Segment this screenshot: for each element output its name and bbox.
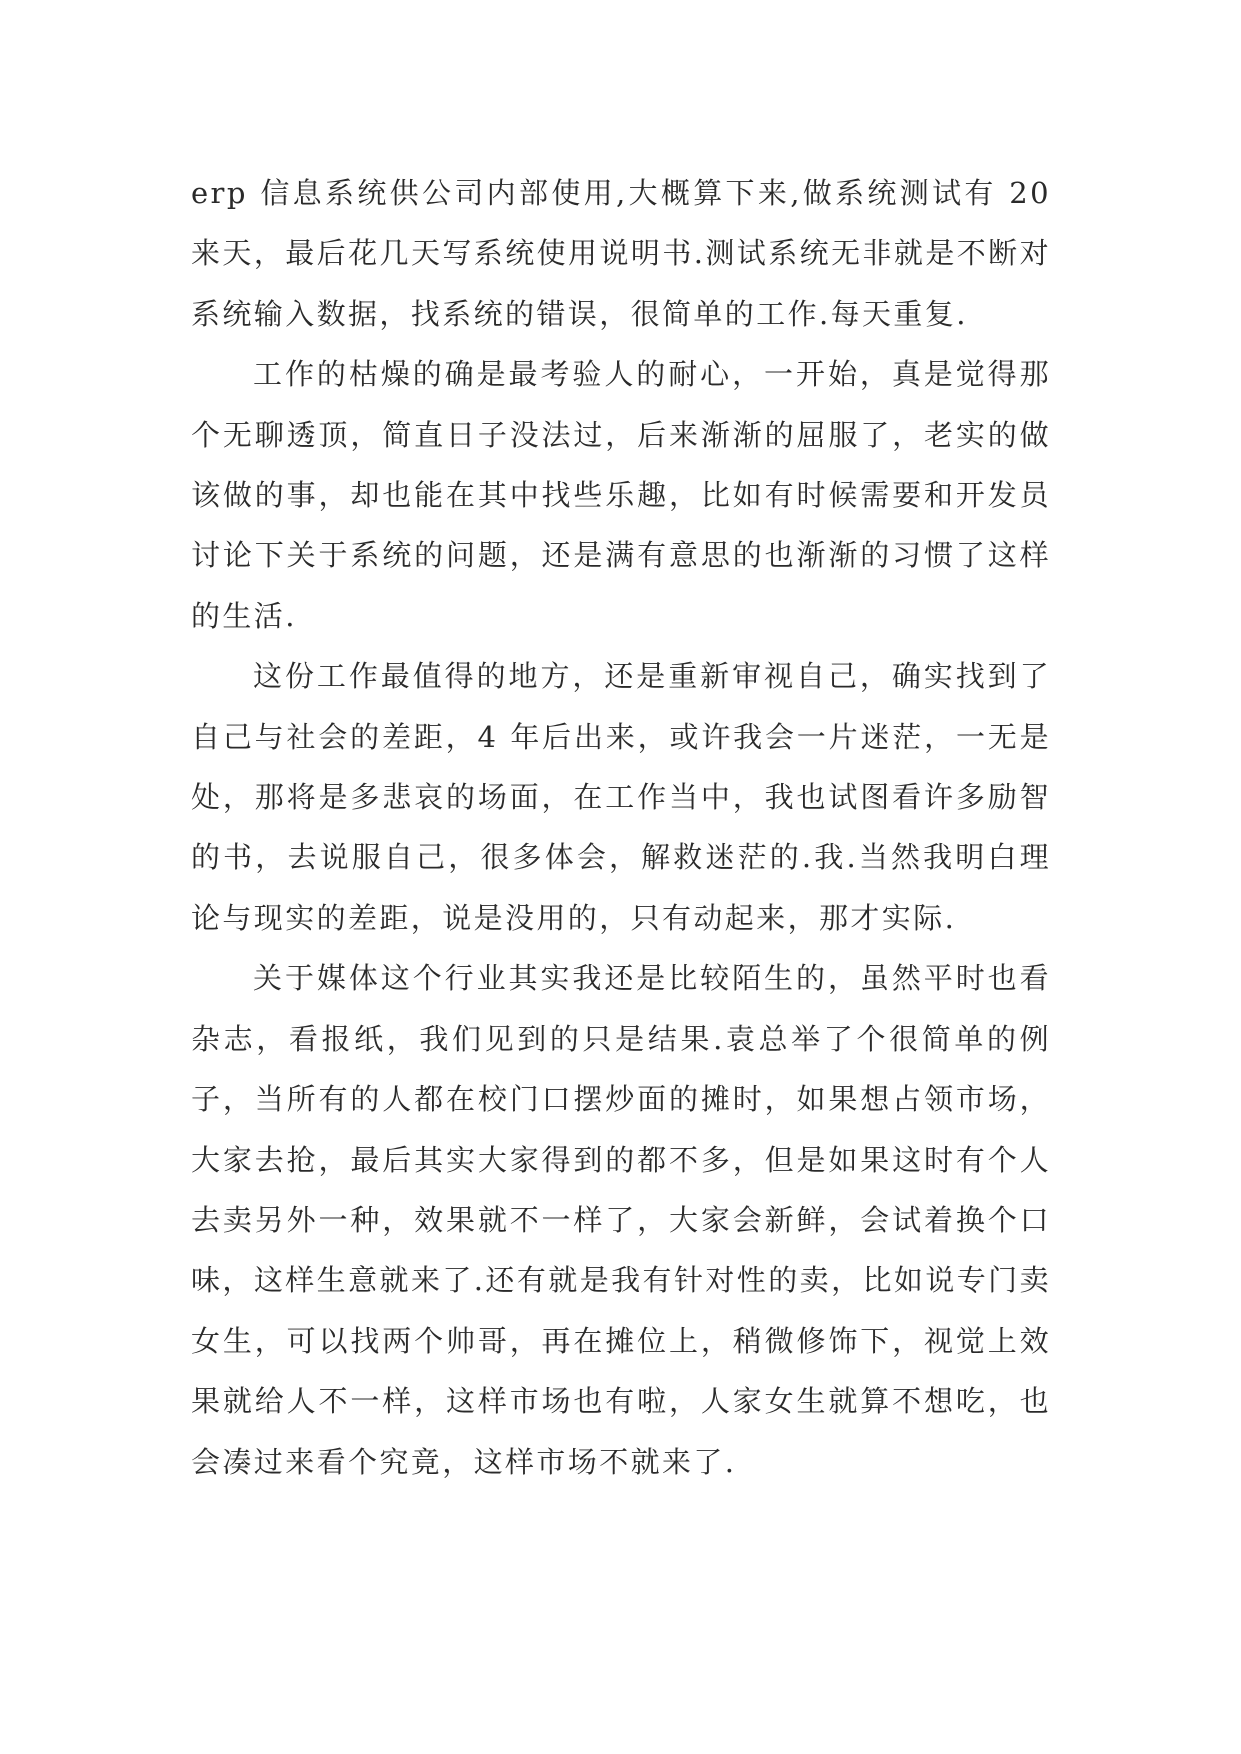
paragraph-1: erp 信息系统供公司内部使用,大概算下来,做系统测试有 20 来天，最后花几天写系统使用说明书.测试系统无非就是不断对系统输入数据，找系统的错误，很简单的工作.每天重复.: [191, 176, 1051, 331]
paragraph-4: 关于媒体这个行业其实我还是比较陌生的，虽然平时也看杂志，看报纸，我们见到的只是结果.袁总举了个很简单的例子，当所有的人都在校门口摆炒面的摊时，如果想占领市场，大家去抢，最后其实大家得到的都不多，但是如果这时有个人去卖另外一种，效果就不一样了，大家会新鲜，会试着换个口味，这样生意就来了.还有就是我有针对性的卖，比如说专门卖女生，可以找两个帅哥，再在摊位上，稍微修饰下，视觉上效果就给人不一样，这样市场也有啦，人家女生就算不想吃，也会凑过来看个究竟，这样市场不就来了.: [191, 961, 1051, 1479]
document-body: [191, 163, 1051, 1492]
paragraph-3: 这份工作最值得的地方，还是重新审视自己，确实找到了自己与社会的差距，4 年后出来，或许我会一片迷茫，一无是处，那将是多悲哀的场面，在工作当中，我也试图看许多励智的书，去说服自己，很多体会，解救迷茫的.我.当然我明白理论与现实的差距，说是没用的，只有动起来，那才实际.: [191, 659, 1051, 935]
paragraph-2: 工作的枯燥的确是最考验人的耐心，一开始，真是觉得那个无聊透顶，简直日子没法过，后来渐渐的屈服了，老实的做该做的事，却也能在其中找些乐趣，比如有时候需要和开发员讨论下关于系统的问题，还是满有意思的也渐渐的习惯了这样的生活.: [191, 357, 1051, 633]
